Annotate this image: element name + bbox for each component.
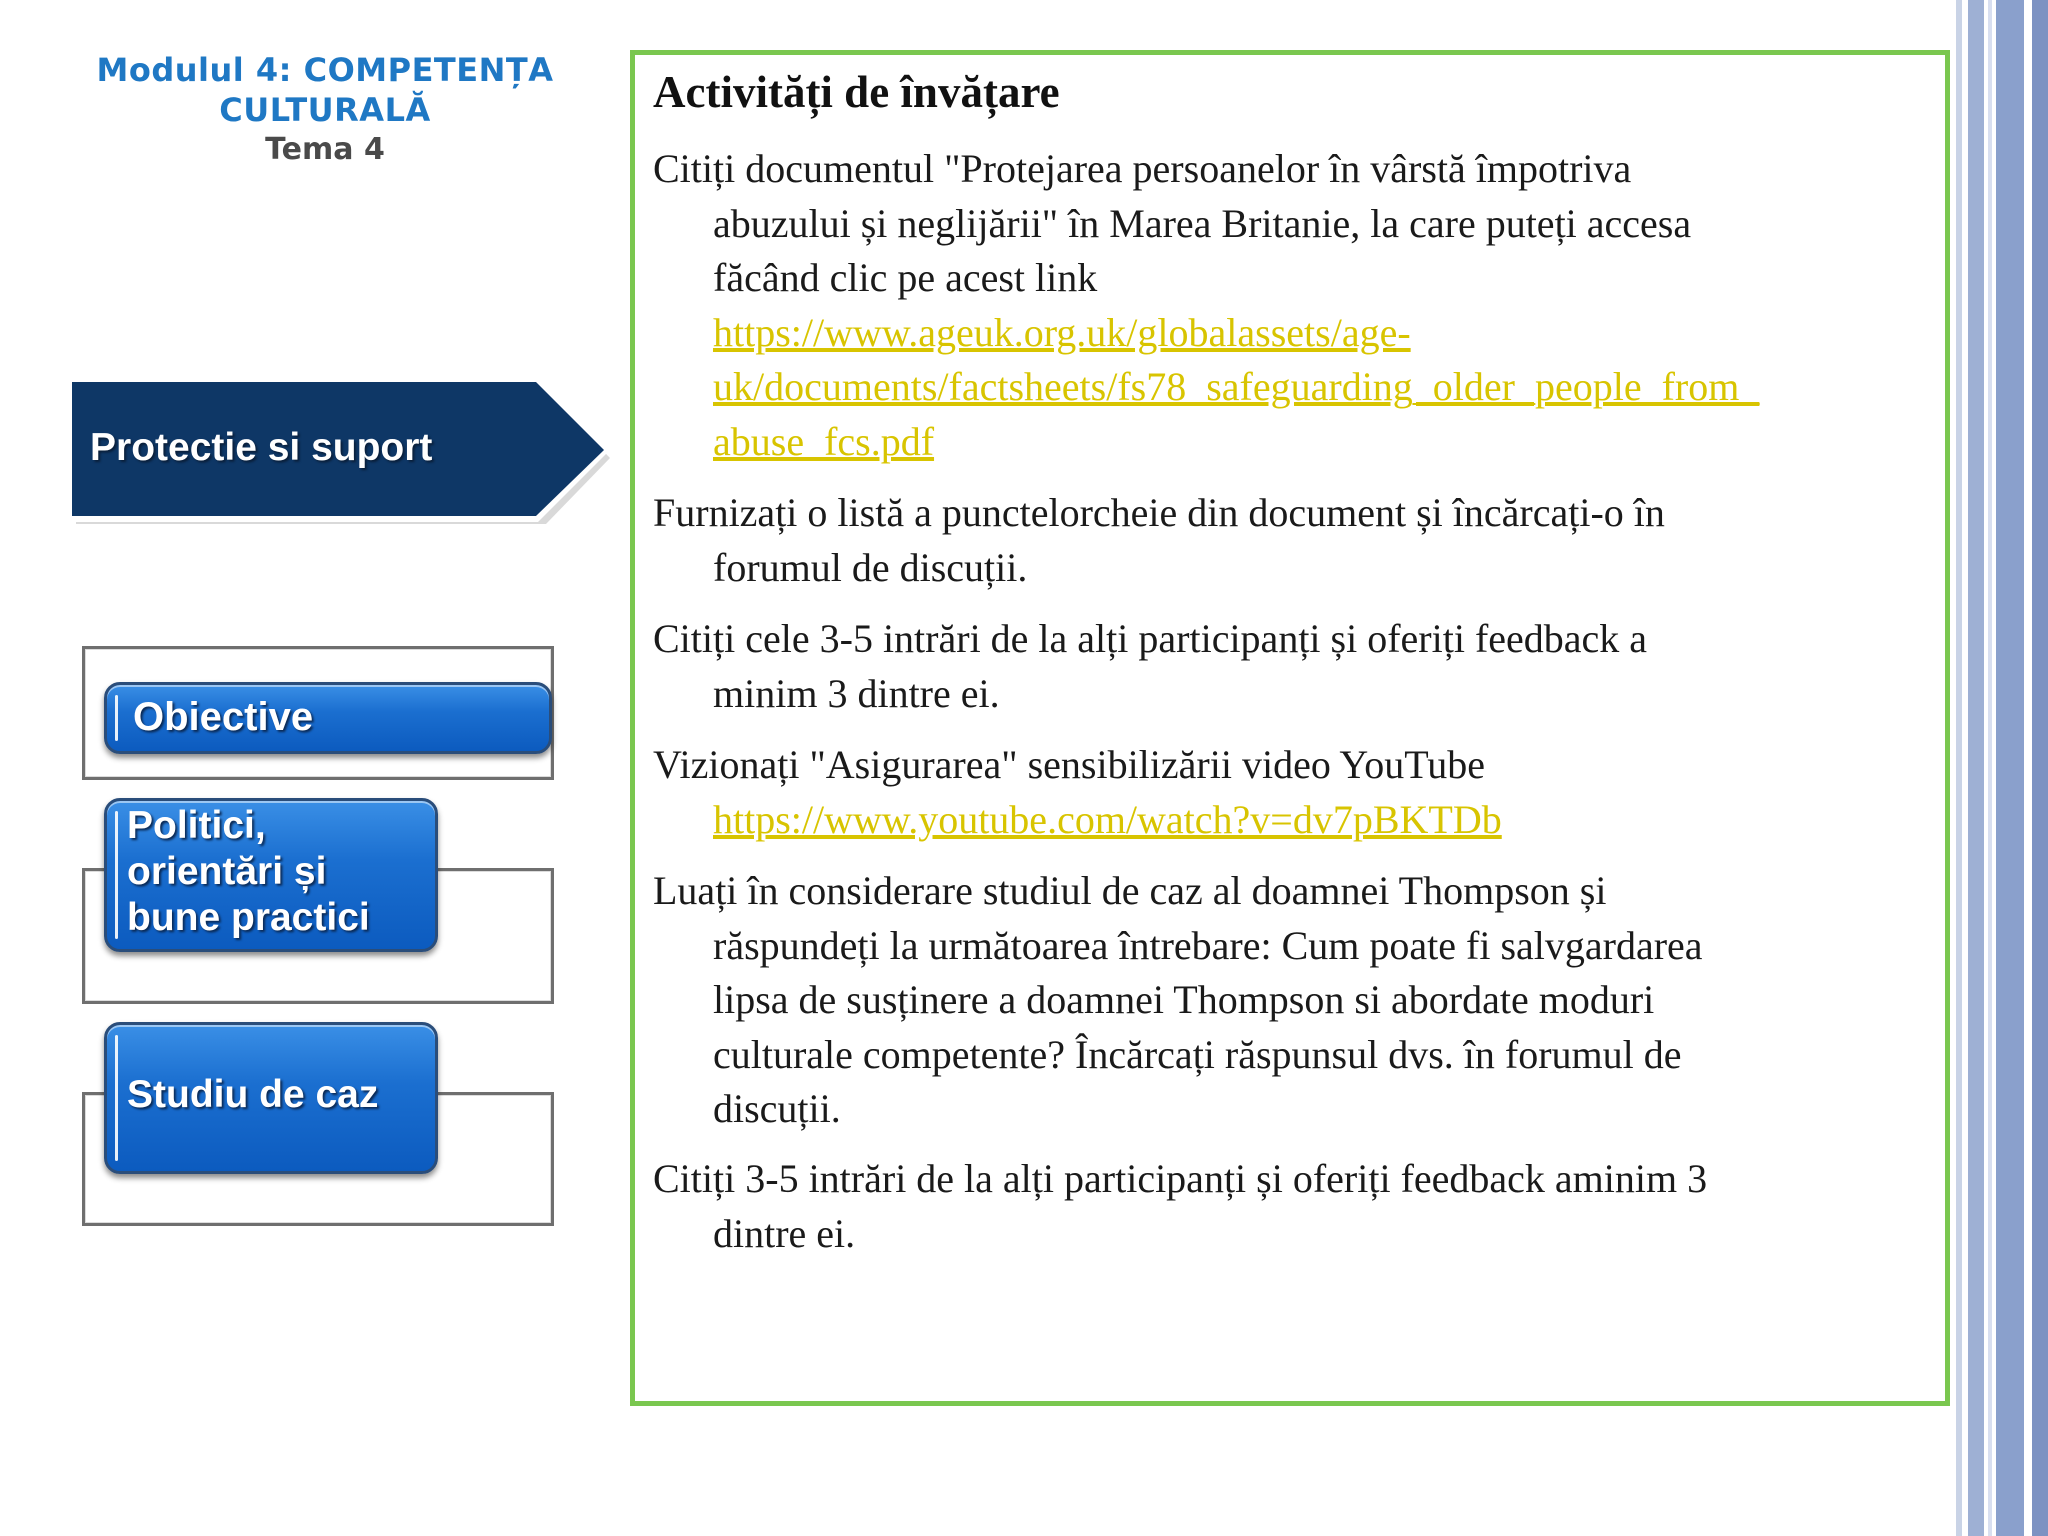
p5-line4: culturale competente? Încărcați răspunsul dvs. în forumul de	[713, 1031, 1682, 1077]
p5-line2: răspundeți la următoarea întrebare: Cum poate fi salvgardarea	[713, 922, 1703, 968]
panel-title: Activități de învățare	[653, 67, 1060, 117]
ageuk-link-part3[interactable]: abuse_fcs.pdf	[713, 418, 935, 464]
paragraph-feedback-2	[653, 1152, 1933, 1261]
p3-line1: Citiți cele 3-5 intrări de la alți participanți și oferiți feedback a	[653, 616, 1648, 661]
studiu-de-caz-button[interactable]	[104, 1022, 438, 1174]
p1-line2: abuzului și neglijării" în Marea Britanie, la care puteți accesa	[713, 200, 1692, 246]
p6-line1: Citiți 3-5 intrări de la alți participanți și oferiți feedback aminim 3	[653, 1156, 1708, 1201]
theme-label: Tema 4	[265, 132, 385, 167]
decorative-stripes	[1956, 0, 2048, 1536]
paragraph-key-points	[653, 486, 1933, 595]
obiective-label: Obiective	[133, 695, 314, 739]
p5-line5: discuții.	[713, 1086, 841, 1131]
p3-line2: minim 3 dintre ei.	[713, 670, 1000, 716]
p5-line3: lipsa de susținere a doamnei Thompson si abordate moduri	[713, 977, 1655, 1022]
p5-line1: Luați în considerare studiul de caz al doamnei Thompson și	[653, 868, 1607, 913]
studiu-de-caz-label: Studiu de caz	[127, 1073, 379, 1116]
youtube-link[interactable]: https://www.youtube.com/watch?v=dv7pBKTDb	[713, 796, 1502, 842]
p2-line1: Furnizați o listă a punctelorcheie din document și încărcați-o în	[653, 490, 1665, 535]
p1-line3: făcând clic pe acest link	[713, 255, 1098, 300]
module-title: Modulul 4: COMPETENȚA CULTURALĂ	[96, 51, 554, 129]
p4-line1: Vizionați "Asigurarea" sensibilizării video YouTube	[653, 742, 1486, 787]
politici-button[interactable]	[104, 798, 438, 952]
paragraph-read-document	[653, 142, 1933, 469]
obiective-button[interactable]	[104, 682, 552, 754]
ageuk-link-part2[interactable]: uk/documents/factsheets/fs78_safeguarding_older_people_from_	[713, 364, 1760, 409]
paragraph-feedback-1	[653, 612, 1933, 721]
p6-line2: dintre ei.	[713, 1210, 856, 1256]
paragraph-video	[653, 738, 1933, 847]
politici-label: Politici, orientări și bune practici	[127, 804, 370, 939]
banner-label: Protectie si suport	[90, 426, 433, 469]
p2-line2: forumul de discuții.	[713, 544, 1028, 590]
p1-line1: Citiți documentul "Protejarea persoanelor în vârstă împotriva	[653, 146, 1632, 191]
ageuk-link-part1[interactable]: https://www.ageuk.org.uk/globalassets/age-	[713, 309, 1411, 355]
paragraph-case-study	[653, 864, 1933, 1137]
